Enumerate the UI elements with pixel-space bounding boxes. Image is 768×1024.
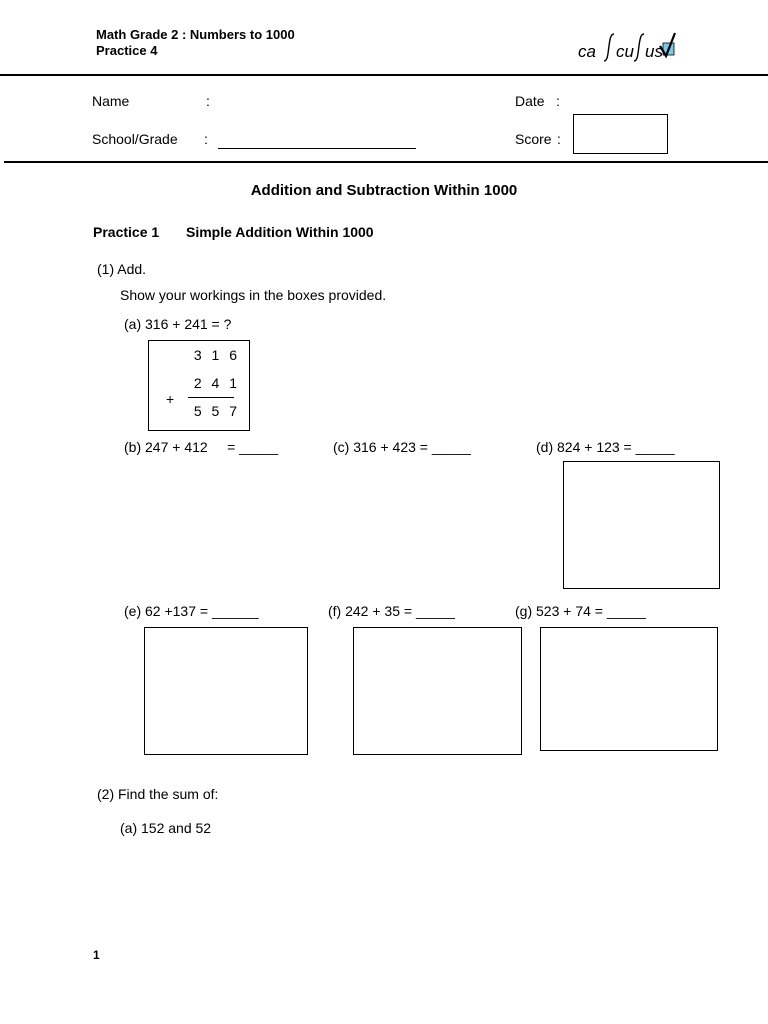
question-1-label: (1) Add. [97, 261, 147, 277]
question-2-label: (2) Find the sum of: [97, 786, 219, 802]
svg-text:ca: ca [578, 42, 596, 61]
date-colon: : [556, 93, 560, 109]
item-g: (g) 523 + 74 = _____ [515, 603, 646, 619]
item-g-working-box[interactable] [540, 627, 718, 751]
header-rule [0, 74, 768, 76]
page-number: 1 [93, 948, 100, 962]
example-a-result: 5 5 7 [193, 403, 240, 419]
item-d-working-box[interactable] [563, 461, 720, 589]
example-a-sum-line [188, 397, 234, 398]
calculus-logo [578, 32, 678, 62]
item-f-working-box[interactable] [353, 627, 522, 755]
example-a-prompt: (a) 316 + 241 = ? [124, 316, 232, 332]
item-d: (d) 824 + 123 = _____ [536, 439, 675, 455]
score-colon: : [557, 131, 561, 147]
example-a-top-number: 3 1 6 [193, 347, 240, 363]
name-colon: : [206, 93, 210, 109]
practice-number: Practice 1 [93, 224, 160, 240]
worksheet-title: Math Grade 2 : Numbers to 1000 [96, 27, 295, 42]
school-grade-label: School/Grade [92, 131, 178, 147]
svg-text:cu: cu [616, 42, 634, 61]
school-grade-field[interactable] [218, 148, 416, 149]
question-2-item-a: (a) 152 and 52 [120, 820, 212, 836]
date-label: Date [515, 93, 545, 109]
worksheet-subtitle: Practice 4 [96, 43, 158, 58]
item-e: (e) 62 +137 = ______ [124, 603, 259, 619]
example-a-working-box [148, 340, 250, 431]
question-1-instruction: Show your workings in the boxes provided. [120, 287, 387, 303]
item-c: (c) 316 + 423 = _____ [333, 439, 471, 455]
svg-text:us: us [645, 42, 663, 61]
example-a-plus-sign: + [166, 391, 175, 407]
school-grade-colon: : [204, 131, 208, 147]
score-label: Score [515, 131, 552, 147]
example-a-second-number: 2 4 1 [193, 375, 240, 391]
section-heading: Addition and Subtraction Within 1000 [250, 182, 518, 199]
score-box[interactable] [573, 114, 668, 154]
name-label: Name [92, 93, 130, 109]
item-f: (f) 242 + 35 = _____ [328, 603, 455, 619]
form-rule [4, 161, 768, 163]
item-b: (b) 247 + 412 = _____ [124, 439, 279, 455]
item-e-working-box[interactable] [144, 627, 308, 755]
practice-title: Simple Addition Within 1000 [186, 224, 374, 240]
